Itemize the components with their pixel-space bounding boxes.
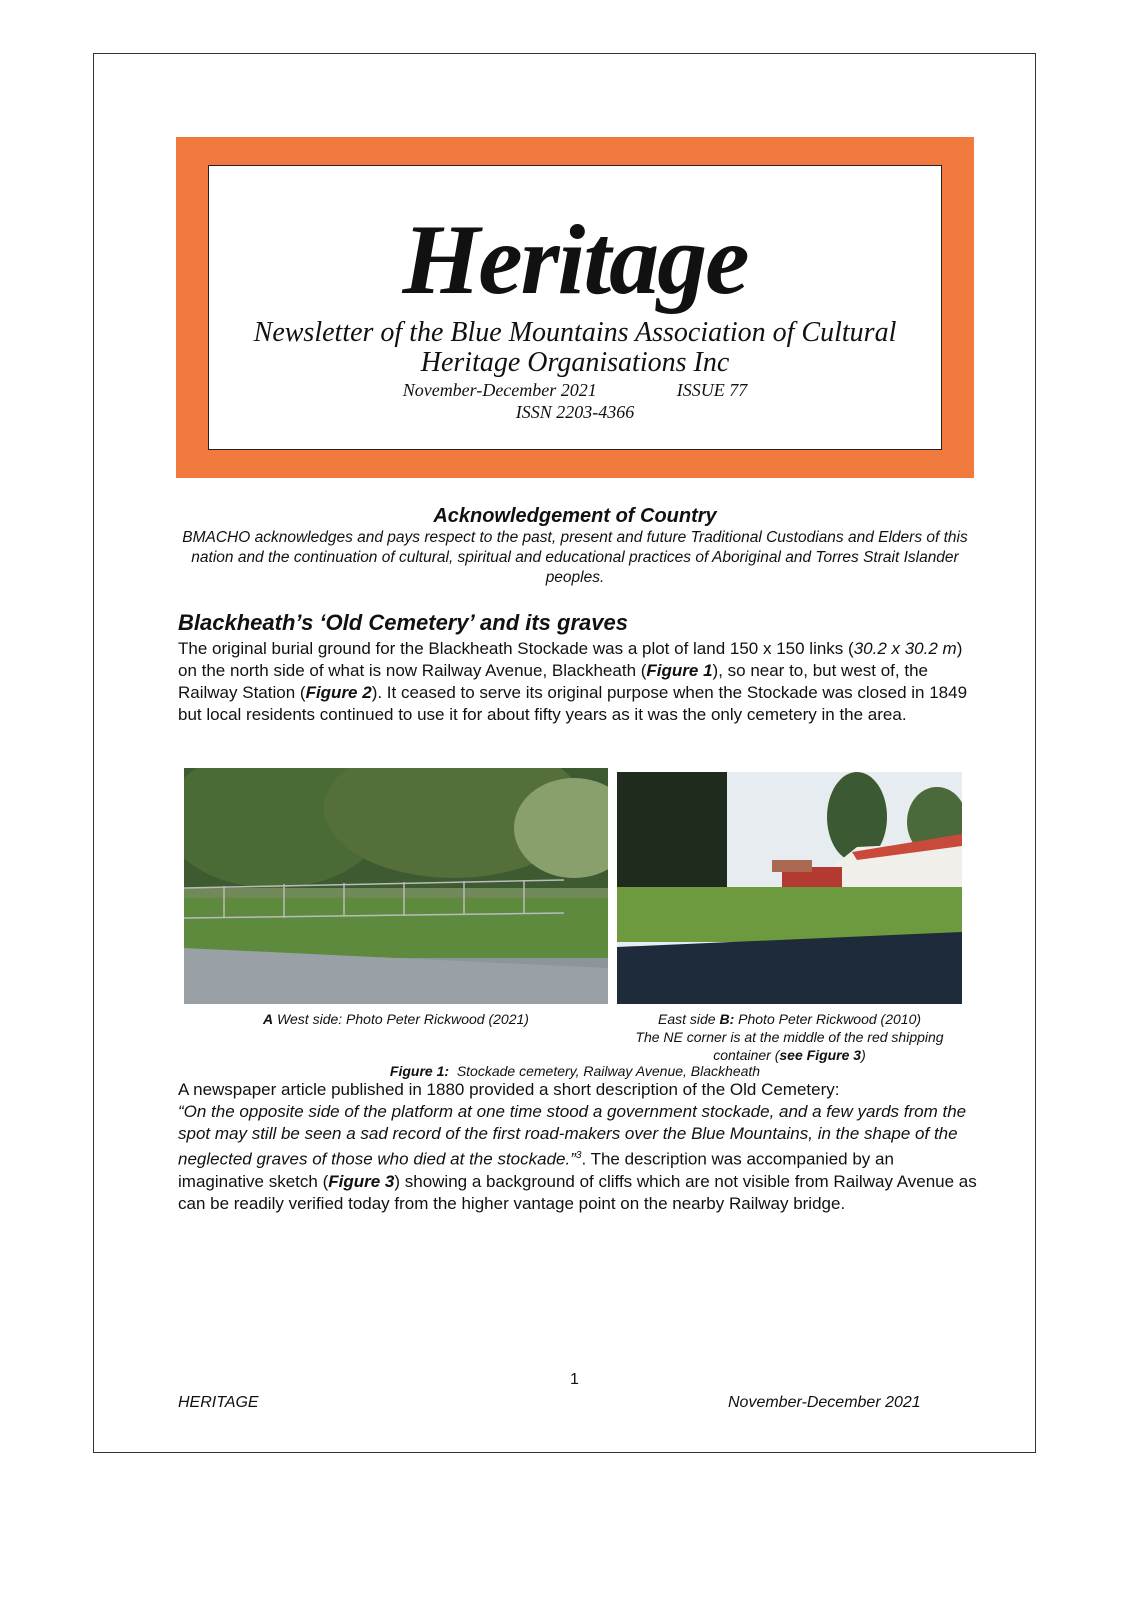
paragraph-1 [178,638,978,726]
caption-text: The NE corner is at the middle of the red shipping container ( [635,1029,944,1063]
text: ). It ceased to serve its original purpose when the Stockade was closed in 1849 but local residents continued to use it for about fifty years as it was the only cemetery in the area. [178,683,968,724]
acknowledgement-title: Acknowledgement of Country [433,505,717,527]
footer-left: HERITAGE [178,1394,259,1411]
text: The original burial ground for the Blackheath Stockade was a plot of land 150 x 150 links ( [178,639,854,658]
text: ) showing a background of cliffs which are not visible from Railway Avenue as can be readily verified today from the higher vantage point on the nearby Railway bridge. [178,1171,977,1213]
figure-ref: Figure 1 [646,661,713,680]
text: A newspaper article published in 1880 provided a short description of the Old Cemetery: [178,1080,840,1099]
quote: “On the opposite side of the platform at one time stood a government stockade, and a few yards from the spot may still be seen a sad record of the first road-makers over the Blue Mountains, in the shape of the neglected graves of those who died at the stockade.” [178,1102,967,1169]
text: ), so near to, but west of, the Railway Station ( [178,661,928,702]
text: . The description was accompanied by an imaginative sketch ( [178,1149,894,1191]
issue-number: ISSUE 77 [676,380,748,400]
issn: ISSN 2203-4366 [515,402,635,422]
photo-west-side-image [184,768,608,1004]
figure-caption-text: Stockade cemetery, Railway Avenue, Blackheath [449,1063,761,1079]
issue-info [209,380,941,400]
figure-ref: Figure 2 [305,683,372,702]
article-title: Blackheath’s ‘Old Cemetery’ and its graves [178,610,628,635]
figure-ref: see Figure 3 [779,1047,862,1063]
text: ) on the north side of what is now Railway Avenue, Blackheath ( [178,639,963,680]
figure-ref: Figure 3 [328,1171,395,1191]
figure-1-caption [176,1062,974,1080]
newsletter-subtitle: Newsletter of the Blue Mountains Association of Cultural [253,317,897,348]
issue-date: November-December 2021 [402,380,597,400]
figure-label: Figure 1: [389,1063,450,1079]
caption-label: B: [719,1011,735,1027]
caption-text: ) [861,1047,866,1063]
caption-text: West side: Photo Peter Rickwood (2021) [273,1011,529,1027]
caption-text: East side [657,1011,720,1027]
newsletter-subtitle-2: Heritage Organisations Inc [420,347,730,378]
newsletter-title: Heritage [402,204,748,315]
footnote-ref[interactable]: 3 [575,1150,582,1161]
acknowledgement-of-country [176,504,974,588]
masthead [176,137,974,478]
paragraph-2 [178,1079,978,1215]
caption-label: A [263,1011,274,1027]
page-number: 1 [570,1371,579,1388]
caption-text: Photo Peter Rickwood (2010) [734,1011,922,1027]
caption-photo-a [184,1010,608,1028]
measurement: 30.2 x 30.2 m [853,639,957,658]
photo-west-side [184,768,608,1004]
masthead-inner [208,165,942,450]
footer-right: November-December 2021 [728,1394,921,1411]
photo-east-side [617,772,962,1004]
acknowledgement-text: BMACHO acknowledges and pays respect to the past, present and future Traditional Custodians and Elders of this nation and the continuation of cultural, spiritual and educational practices of Aboriginal and Torres Strait Islander peoples. [182,529,968,586]
caption-photo-b [612,1010,967,1064]
photo-east-side-image [617,772,962,1004]
